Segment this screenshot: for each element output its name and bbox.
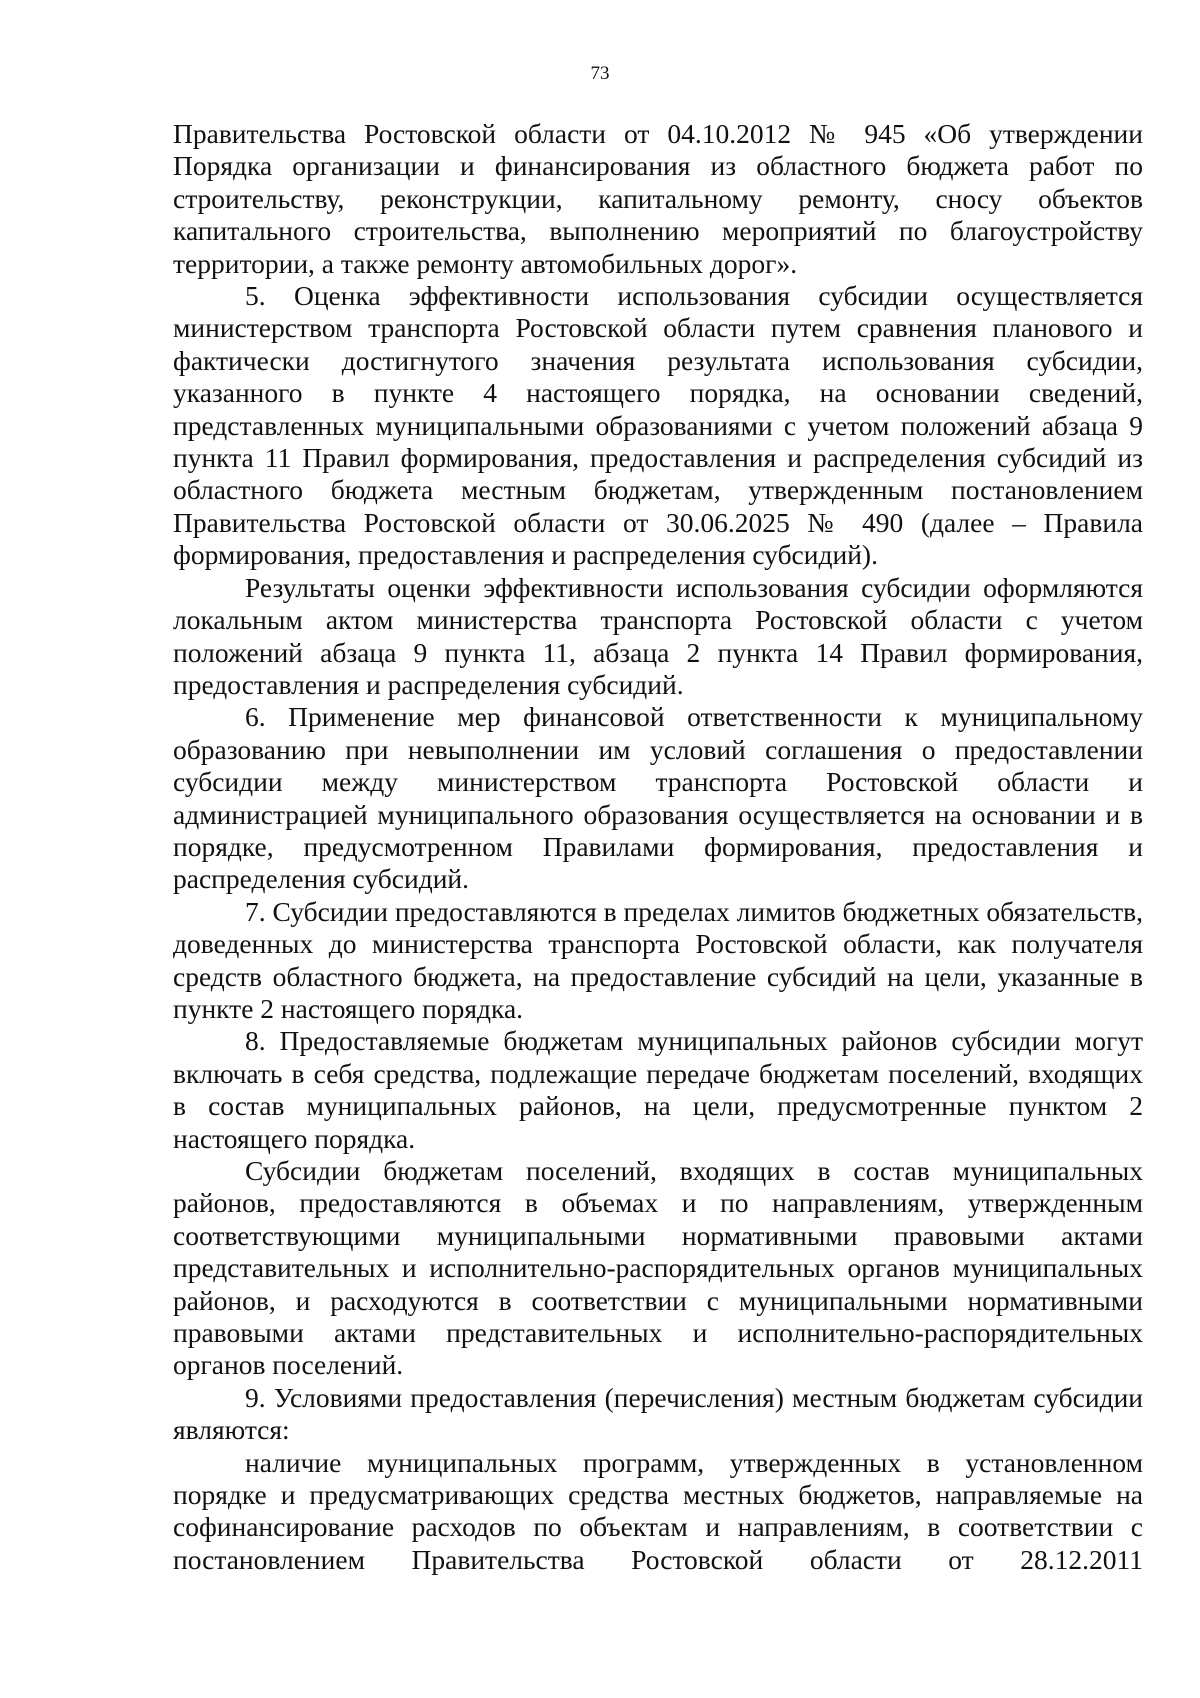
paragraph-settlement-subsidies: Субсидии бюджетам поселений, входящих в состав муниципальных районов, предоставляются в объемах и по направлениям, утвержденным соответствующими муниципальными нормативными правовыми актами представительных и исполнительно-распорядительных органов муниципальных районов, и расходуются в соответствии с муниципальными нормативными правовыми актами представительных и исполнительно-распорядительных органов поселений.: [173, 1155, 1143, 1381]
paragraph-item-7: 7. Субсидии предоставляются в пределах лимитов бюджетных обязательств, доведенных до министерства транспорта Ростовской области, как получателя средств областного бюджета, на предоставление субсидий на цели, указанные в пункте 2 настоящего порядка.: [173, 895, 1143, 1024]
paragraph-municipal-programs: наличие муниципальных программ, утвержденных в установленном порядке и предусматривающих средства местных бюджетов, направляемые на софинансирование расходов по объектам и направлениям, в соответствии с постановлением Правительства Ростовской области от 28.12.2011: [173, 1446, 1143, 1575]
paragraph-item-6: 6. Применение мер финансовой ответственности к муниципальному образованию при невыполнении им условий соглашения о предоставлении субсидии между министерством транспорта Ростовской области и администрацией муниципального образования осуществляется на основании и в порядке, предусмотренном Правилами формирования, предоставления и распределения субсидий.: [173, 701, 1143, 895]
paragraph-item-9: 9. Условиями предоставления (перечисления) местным бюджетам субсидии являются:: [173, 1381, 1143, 1446]
paragraph-continuation: Правительства Ростовской области от 04.10.2012 № 945 «Об утверждении Порядка организации и финансирования из областного бюджета работ по строительству, реконструкции, капитальному ремонту, сносу объектов капитального строительства, выполнению мероприятий по благоустройству территории, а также ремонту автомобильных дорог».: [173, 118, 1143, 279]
document-body: [173, 118, 1143, 1576]
paragraph-item-8: 8. Предоставляемые бюджетам муниципальных районов субсидии могут включать в себя средства, подлежащие передаче бюджетам поселений, входящих в состав муниципальных районов, на цели, предусмотренные пунктом 2 настоящего порядка.: [173, 1025, 1143, 1154]
page-number: 73: [590, 63, 610, 84]
paragraph-item-5: 5. Оценка эффективности использования субсидии осуществляется министерством транспорта Ростовской области путем сравнения планового и фактически достигнутого значения результата использования субсидии, указанного в пункте 4 настоящего порядка, на основании сведений, представленных муниципальными образованиями с учетом положений абзаца 9 пункта 11 Правил формирования, предоставления и распределения субсидий из областного бюджета местным бюджетам, утвержденным постановлением Правительства Ростовской области от 30.06.2025 № 490 (далее – Правила формирования, предоставления и распределения субсидий).: [173, 280, 1143, 571]
paragraph-evaluation-results: Результаты оценки эффективности использования субсидии оформляются локальным актом министерства транспорта Ростовской области с учетом положений абзаца 9 пункта 11, абзаца 2 пункта 14 Правил формирования, предоставления и распределения субсидий.: [173, 571, 1143, 700]
